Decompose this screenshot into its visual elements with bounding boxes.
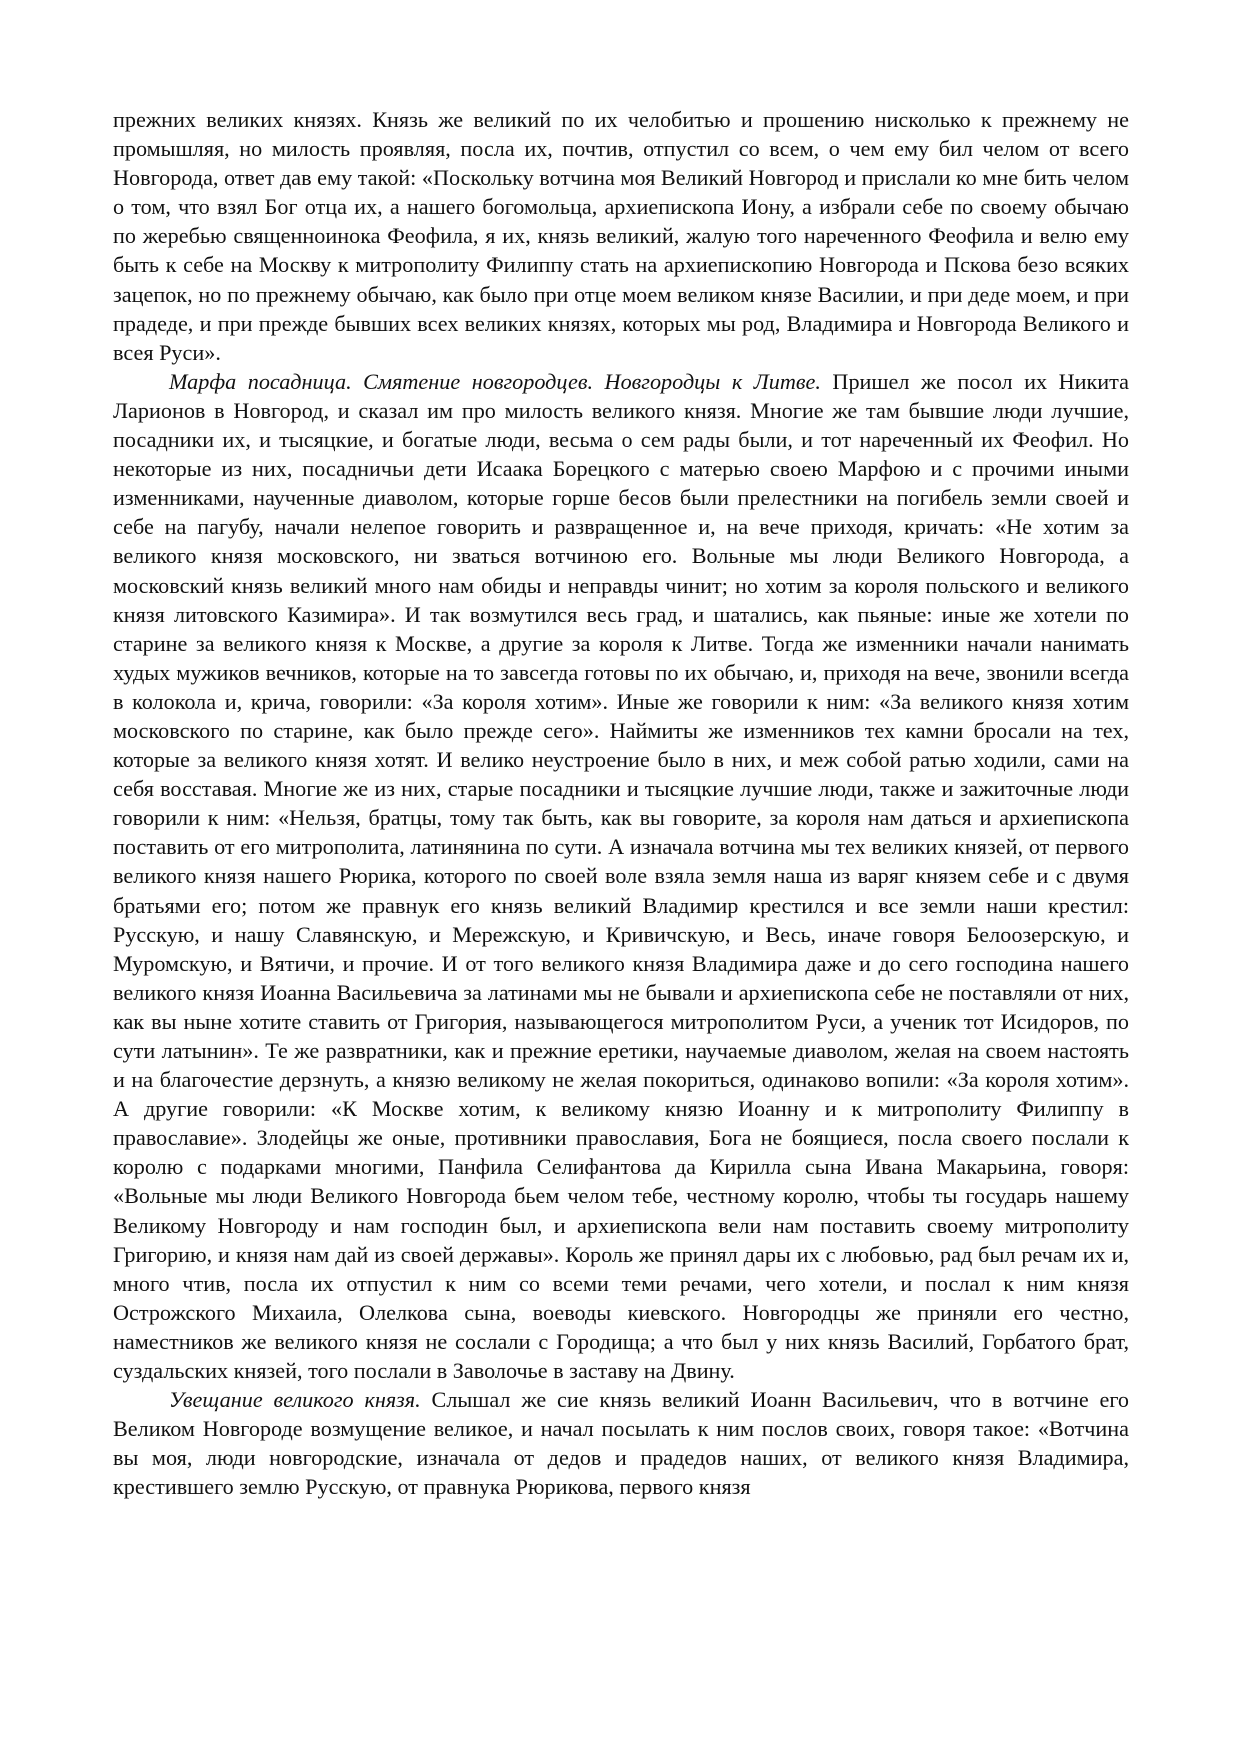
paragraph-2-heading: Марфа посадница. Смятение новгородцев. Новгородцы к Литве. xyxy=(169,368,821,394)
paragraph-2 xyxy=(113,367,1129,1385)
paragraph-3-heading: Увещание великого князя. xyxy=(169,1387,421,1413)
paragraph-2-text: Пришел же посол их Никита Ларионов в Новгород, и сказал им про милость великого князя. Многие же там бывшие люди лучшие, посадники их, и тысяцкие, и богатые люди, весьма о сем рады были, и тот нареченный их Феофил. Но некоторые из них, посадничьи дети Исаака Борецкого с матерью своею Марфою и с прочими иными изменниками, наученные диаволом, которые горше бесов были прелестники на погибель земли своей и себе на пагубу, начали нелепое говорить и развращенное и, на вече приходя, кричать: «Не хотим за великого князя московского, ни зваться вотчиною его. Вольные мы люди Великого Новгорода, а московский князь великий много нам обиды и неправды чинит; но хотим за короля польского и великого князя литовского Казимира». И так возмутился весь град, и шатались, как пьяные: иные же хотели по старине за великого князя к Москве, а другие за короля к Литве. Тогда же изменники начали нанимать худых мужиков вечников, которые на то завсегда готовы по их обычаю, и, приходя на вече, звонили всегда в колокола и, крича, говорили: «За короля хотим». Иные же говорили к ним: «За великого князя хотим московского по старине, как было прежде сего». Наймиты же изменников тех камни бросали на тех, которые за великого князя хотят. И велико неустроение было в них, и меж собой ратью ходили, сами на себя восставая. Многие же из них, старые посадники и тысяцкие лучшие люди, также и зажиточные люди говорили к ним: «Нельзя, братцы, тому так быть, как вы говорите, за короля нам даться и архиепископа поставить от его митрополита, латинянина по сути. А изначала вотчина мы тех великих князей, от первого великого князя нашего Рюрика, которого по своей воле взяла земля наша из варяг князем себе и с двумя братьями его; потом же правнук его князь великий Владимир крестился и все земли наши крестил: Русскую, и нашу Славянскую, и Мережскую, и Кривичскую, и Весь, иначе говоря Белоозерскую, и Муромскую, и Вятичи, и прочие. И от того великого князя Владимира даже и до сего господина нашего великого князя Иоанна Васильевича за латинами мы не бывали и архиепископа себе не поставляли от них, как вы ныне хотите ставить от Григория, называющегося митрополитом Руси, а ученик тот Исидоров, по сути латынин». Те же развратники, как и прежние еретики, научаемые диаволом, желая на своем настоять и на благочестие дерзнуть, а князю великому не желая покориться, одинаково вопили: «За короля хотим». А другие говорили: «К Москве хотим, к великому князю Иоанну и к митрополиту Филиппу в православие». Злодейцы же оные, противники православия, Бога не боящиеся, посла своего послали к королю с подарками многими, Панфила Селифантова да Кирилла сына Ивана Макарьина, говоря: «Вольные мы люди Великого Новгорода бьем челом тебе, честному королю, чтобы ты государь нашему Великому Новгороду и нам господин был, и архиепископа вели нам поставить своему митрополиту Григорию, и князя нам дай из своей державы». Король же принял дары их с любовью, рад был речам их и, много чтив, посла их отпустил к ним со всеми теми речами, чего хотели, и послал к ним князя Острожского Михаила, Олелкова сына, воеводы киевского. Новгородцы же приняли его честно, наместников же великого князя не сослали с Городища; а что был у них князь Василий, Горбатого брат, суздальских князей, того послали в Заволочье в заставу на Двину. xyxy=(113,368,1129,1384)
paragraph-1 xyxy=(113,105,1129,367)
document-page xyxy=(113,105,1129,1502)
paragraph-3-text: Слышал же сие князь великий Иоанн Васильевич, что в вотчине его Великом Новгороде возмущение великое, и начал посылать к ним послов своих, говоря такое: «Вотчина вы моя, люди новгородские, изначала от дедов и прадедов наших, от великого князя Владимира, крестившего землю Русскую, от правнука Рюрикова, первого князя xyxy=(113,1387,1130,1500)
paragraph-1-text: прежних великих князях. Князь же великий по их челобитью и прошению нисколько к прежнему не промышляя, но милость проявляя, посла их, почтив, отпустил со всем, о чем ему бил челом от всего Новгорода, ответ дав ему такой: «Поскольку вотчина моя Великий Новгород и прислали ко мне бить челом о том, что взял Бог отца их, а нашего богомольца, архиепископа Иону, а избрали себе по своему обычаю по жеребью священноинока Феофила, я их, князь великий, жалую того нареченного Феофила и велю ему быть к себе на Москву к митрополиту Филиппу стать на архиепископию Новгорода и Пскова безо всяких зацепок, но по прежнему обычаю, как было при отце моем великом князе Василии, и при деде моем, и при прадеде, и при прежде бывших всех великих князях, которых мы род, Владимира и Новгорода Великого и всея Руси». xyxy=(113,107,1129,365)
paragraph-3 xyxy=(113,1385,1129,1501)
